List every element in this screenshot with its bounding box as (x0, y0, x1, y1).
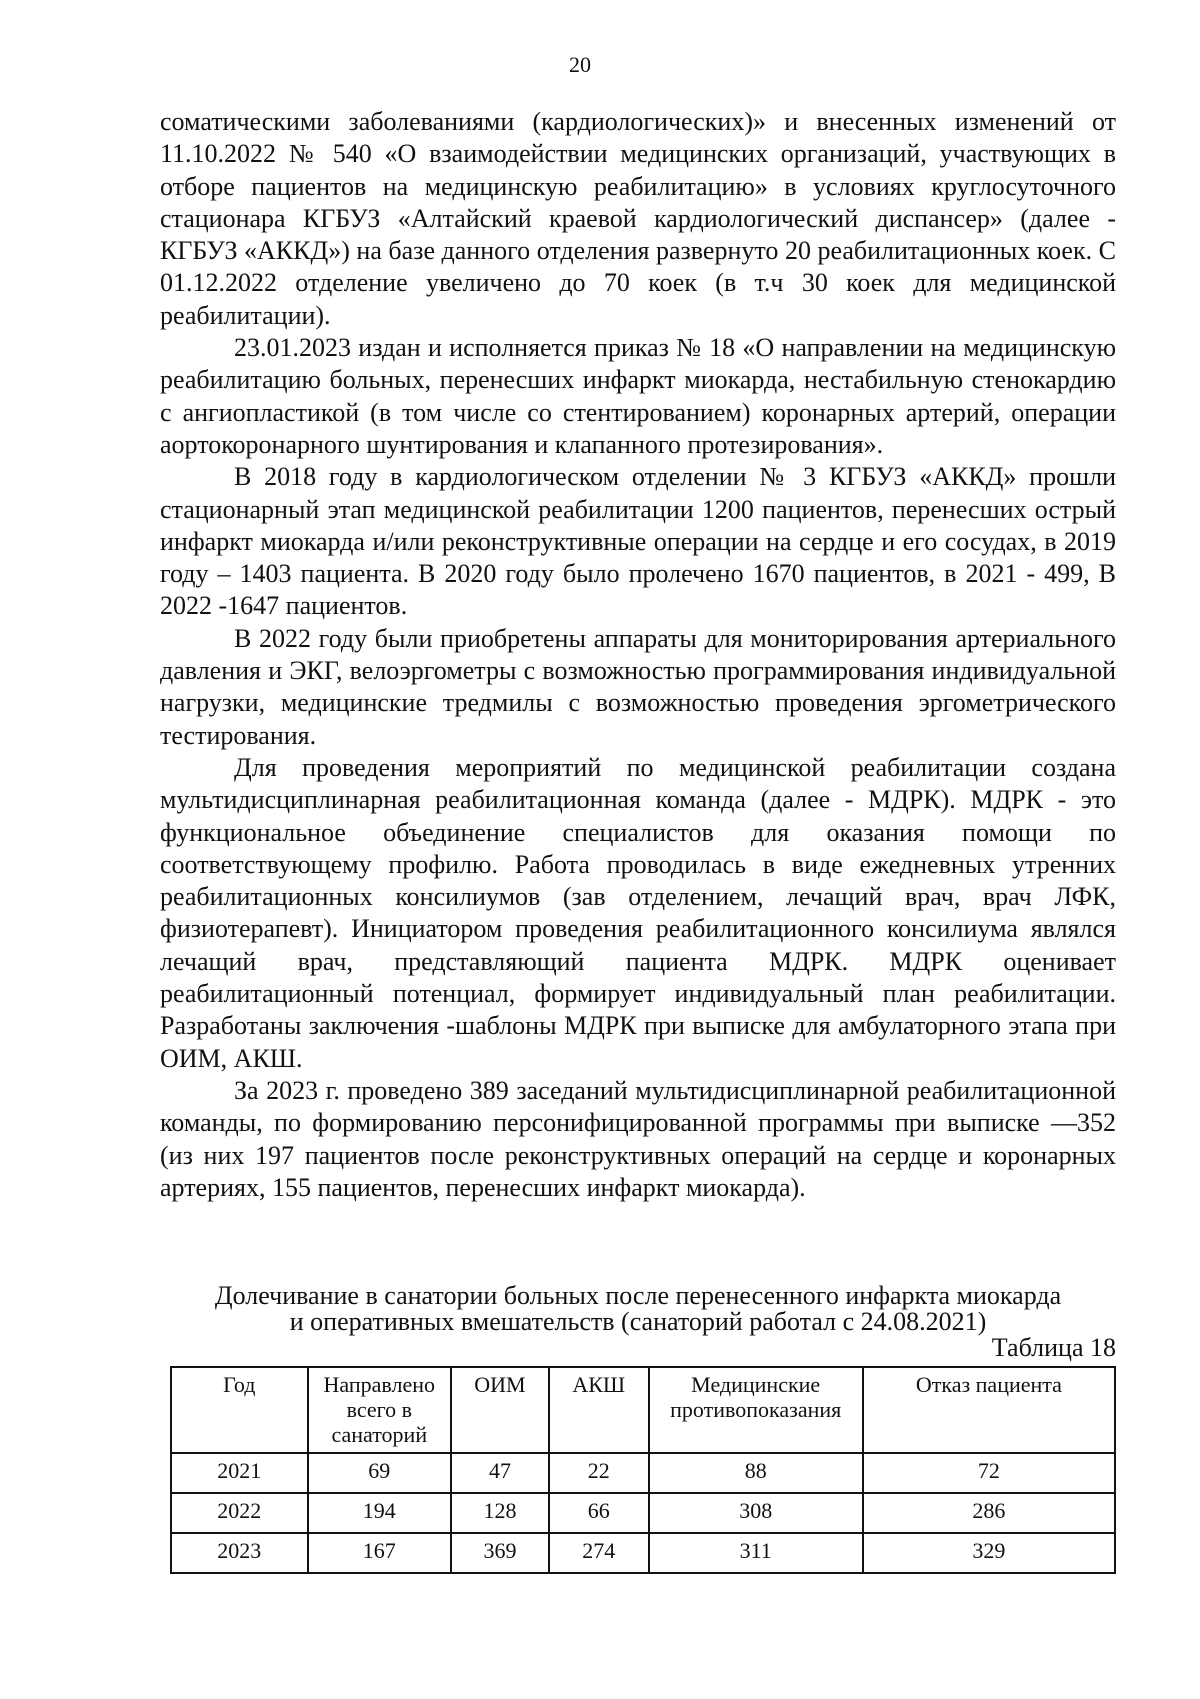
table-caption-line: и оперативных вмешательств (санаторий работал с 24.08.2021) (289, 1307, 987, 1336)
table-row (171, 1493, 1115, 1533)
column-header-year: Год (171, 1367, 308, 1453)
column-header-patient-refusal: Отказ пациента (863, 1367, 1115, 1453)
column-header-oim: ОИМ (451, 1367, 549, 1453)
table-row (171, 1453, 1115, 1493)
column-header-contraindications: Медицинские противопоказания (649, 1367, 863, 1453)
table-caption-line: Долечивание в санатории больных после перенесенного инфаркта миокарда (214, 1281, 1062, 1310)
paragraph: соматическими заболеваниями (кардиологических)» и внесенных изменений от 11.10.2022 № 540 «О взаимодействии медицинских организаций, участвующих в отборе пациентов на медицинскую реабилитацию» в условиях круглосуточного стационара КГБУЗ «Алтайский краевой кардиологический диспансер» (далее - КГБУЗ «АККД») на базе данного отделения развернуто 20 реабилитационных коек. С 01.12.2022 отделение увеличено до 70 коек (в т.ч 30 коек для медицинской реабилитации). (160, 107, 1116, 330)
sanatorium-table (170, 1366, 1116, 1574)
column-header-aksh: АКШ (549, 1367, 649, 1453)
table-cell: 22 (549, 1453, 649, 1493)
table-cell: 286 (863, 1493, 1115, 1533)
table-cell: 194 (308, 1493, 451, 1533)
table-cell: 72 (863, 1453, 1115, 1493)
table-cell: 2021 (171, 1453, 308, 1493)
page-number: 20 (569, 52, 591, 77)
table-cell: 66 (549, 1493, 649, 1533)
table-cell: 329 (863, 1533, 1115, 1573)
table-cell: 2022 (171, 1493, 308, 1533)
table-cell: 308 (649, 1493, 863, 1533)
table-cell: 88 (649, 1453, 863, 1493)
table-cell: 274 (549, 1533, 649, 1573)
paragraph: За 2023 г. проведено 389 заседаний мультидисциплинарной реабилитационной команды, по формированию персонифицированной программы при выписке —352 (из них 197 пациентов после реконструктивных операций на сердце и коронарных артериях, 155 пациентов, перенесших инфаркт миокарда). (160, 1075, 1116, 1202)
table-caption (160, 1283, 1116, 1335)
paragraph: 23.01.2023 издан и исполняется приказ № 18 «О направлении на медицинскую реабилитацию больных, перенесших инфаркт миокарда, нестабильную стенокардию с ангиопластикой (в том числе со стентированием) коронарных артерий, операции аортокоронарного шунтирования и клапанного протезирования». (160, 333, 1116, 459)
table-cell: 167 (308, 1533, 451, 1573)
table-row (171, 1533, 1115, 1573)
table-cell: 369 (451, 1533, 549, 1573)
table-label: Таблица 18 (991, 1333, 1116, 1362)
document-body (160, 106, 1116, 1204)
paragraph: В 2022 году были приобретены аппараты для мониторирования артериального давления и ЭКГ, велоэргометры с возможностью программирования индивидуальной нагрузки, медицинские тредмилы с возможностью проведения эргометрического тестирования. (160, 623, 1116, 750)
table-cell: 47 (451, 1453, 549, 1493)
table-cell: 69 (308, 1453, 451, 1493)
table-cell: 311 (649, 1533, 863, 1573)
table-cell: 2023 (171, 1533, 308, 1573)
table-header-row (171, 1367, 1115, 1453)
column-header-sent-total: Направлено всего в санаторий (308, 1367, 451, 1453)
table-cell: 128 (451, 1493, 549, 1533)
paragraph: В 2018 году в кардиологическом отделении № 3 КГБУЗ «АККД» прошли стационарный этап медицинской реабилитации 1200 пациентов, перенесших острый инфаркт миокарда и/или реконструктивные операции на сердце и его сосудах, в 2019 году – 1403 пациента. В 2020 году было пролечено 1670 пациентов, в 2021 - 499, В 2022 -1647 пациентов. (160, 462, 1116, 621)
paragraph: Для проведения мероприятий по медицинской реабилитации создана мультидисциплинарная реабилитационная команда (далее - МДРК). МДРК - это функциональное объединение специалистов для оказания помощи по соответствующему профилю. Работа проводилась в виде ежедневных утренних реабилитационных консилиумов (зав отделением, лечащий врач, врач ЛФК, физиотерапевт). Инициатором проведения реабилитационного консилиума являлся лечащий врач, представляющий пациента МДРК. МДРК оценивает реабилитационный потенциал, формирует индивидуальный план реабилитации. Разработаны заключения -шаблоны МДРК при выписке для амбулаторного этапа при ОИМ, АКШ. (160, 752, 1116, 1073)
